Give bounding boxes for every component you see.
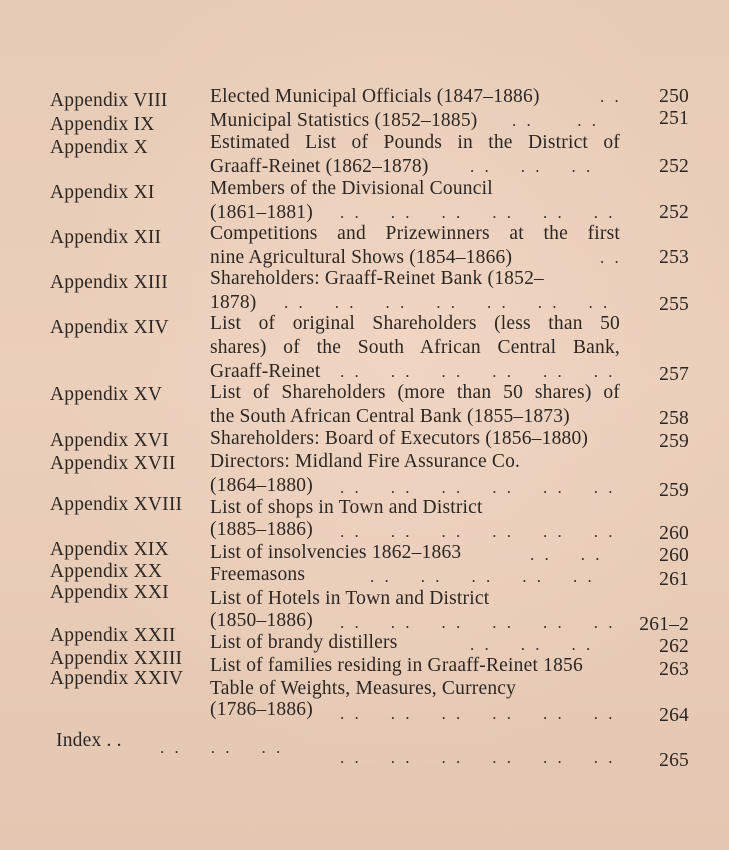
dot-leader: . . . . . . . . . . — [370, 567, 595, 586]
page-number: 257 — [659, 364, 689, 385]
page-number: 251 — [659, 108, 689, 129]
page-number: 262 — [659, 636, 689, 657]
appendix-title-line: Directors: Midland Fire Assurance Co. — [210, 451, 521, 472]
page-number: 264 — [659, 705, 689, 726]
dot-leader: . . . . . . . . . . . . — [340, 704, 616, 723]
appendix-label: Appendix XX — [50, 561, 163, 582]
appendix-label: Appendix XIX — [50, 539, 169, 560]
dot-leader: . . . . . . — [470, 635, 594, 654]
appendix-label: Appendix XVI — [50, 430, 169, 451]
appendix-label: Appendix X — [50, 137, 148, 158]
appendix-title-line: Competitions and Prizewinners at the first — [210, 223, 620, 244]
appendix-title: Elected Municipal Officials (1847–1886) — [210, 86, 540, 107]
page-number: 259 — [659, 480, 689, 501]
dot-leader: . . . . . . . . . . . . . . — [284, 293, 611, 312]
page-number: 260 — [659, 545, 689, 566]
page-number: 261–2 — [639, 614, 689, 635]
appendix-title-line: List of Shareholders (more than 50 shares) of — [210, 382, 620, 403]
appendix-label: Appendix XIV — [50, 317, 169, 338]
appendix-label: Appendix XVII — [50, 453, 176, 474]
appendix-label: Appendix XXIII — [50, 648, 183, 669]
dot-leader: . . . . . . . . . . . . — [340, 613, 616, 632]
appendix-title-line: shares) of the South African Central Bank, — [210, 337, 620, 358]
appendix-label: Appendix VIII — [50, 90, 168, 111]
dot-leader: . . . . . . . . . . . . — [340, 478, 616, 497]
appendix-title-line: Shareholders: Graaff-Reinet Bank (1852– — [210, 268, 544, 289]
page-number: 252 — [659, 156, 689, 177]
appendix-label: Appendix IX — [50, 114, 155, 135]
appendix-title: List of brandy distillers — [210, 632, 398, 653]
appendix-title-line: List of original Shareholders (less than 50 — [210, 313, 620, 334]
page-number: 250 — [659, 86, 689, 107]
page-number: 258 — [659, 408, 689, 429]
dot-leader: . . . . . . — [470, 157, 594, 176]
page-number: 253 — [659, 247, 689, 268]
appendix-title-line: 1878) — [210, 292, 257, 313]
appendix-title-line: (1864–1880) — [210, 475, 313, 496]
appendix-title-line: List of shops in Town and District — [210, 497, 483, 518]
page-number: 255 — [659, 294, 689, 315]
appendix-title-line: nine Agricultural Shows (1854–1866) — [210, 247, 513, 268]
appendix-title-line: (1885–1886) — [210, 519, 313, 540]
appendix-title-line: List of Hotels in Town and District — [210, 588, 490, 609]
dot-leader: . . . . . . — [160, 738, 284, 757]
appendix-label: Appendix XIII — [50, 272, 168, 293]
dot-leader: . . . . — [512, 111, 599, 130]
appendix-label: Appendix XI — [50, 182, 155, 203]
dot-leader: . . — [600, 87, 622, 106]
appendix-title-line: the South African Central Bank (1855–1873) — [210, 406, 570, 427]
appendix-title-line: (1850–1886) — [210, 610, 313, 631]
appendix-title-line: Members of the Divisional Council — [210, 178, 493, 199]
page-number: 261 — [659, 569, 689, 590]
appendix-title: Municipal Statistics (1852–1885) — [210, 110, 478, 131]
appendix-title: Freemasons — [210, 564, 306, 585]
index-label: Index . . — [56, 730, 122, 751]
appendix-label: Appendix XII — [50, 227, 162, 248]
appendix-title: List of insolvencies 1862–1863 — [210, 542, 462, 563]
appendix-label: Appendix XXI — [50, 582, 169, 603]
appendix-label: Appendix XXIV — [50, 668, 184, 689]
dot-leader: . . . . . . . . . . . . — [340, 522, 616, 541]
appendix-title-line: Graaff-Reinet — [210, 361, 321, 382]
appendix-label: Appendix XV — [50, 384, 163, 405]
page-number: 259 — [659, 431, 689, 452]
appendix-title-line: Estimated List of Pounds in the District of — [210, 132, 620, 153]
appendix-label: Appendix XXII — [50, 625, 176, 646]
dot-leader: . . . . . . . . . . . . — [340, 362, 616, 381]
appendix-title-line: Table of Weights, Measures, Currency — [210, 678, 517, 699]
dot-leader: . . . . — [530, 545, 603, 564]
page-number: 260 — [659, 523, 689, 544]
appendix-title: Shareholders: Board of Executors (1856–1880) — [210, 428, 589, 449]
appendix-title: List of families residing in Graaff-Reinet 1856 — [210, 655, 583, 676]
appendix-title-line: Graaff-Reinet (1862–1878) — [210, 156, 429, 177]
dot-leader: . . — [600, 248, 622, 267]
dot-leader: . . . . . . . . . . . . — [340, 748, 616, 767]
page-number: 263 — [659, 659, 689, 680]
appendix-title-line: (1861–1881) — [210, 202, 313, 223]
appendix-label: Appendix XVIII — [50, 494, 183, 515]
appendix-title-line: (1786–1886) — [210, 699, 313, 720]
page-number: 252 — [659, 202, 689, 223]
index-page-number: 265 — [659, 750, 689, 771]
dot-leader: . . . . . . . . . . . . — [340, 203, 616, 222]
